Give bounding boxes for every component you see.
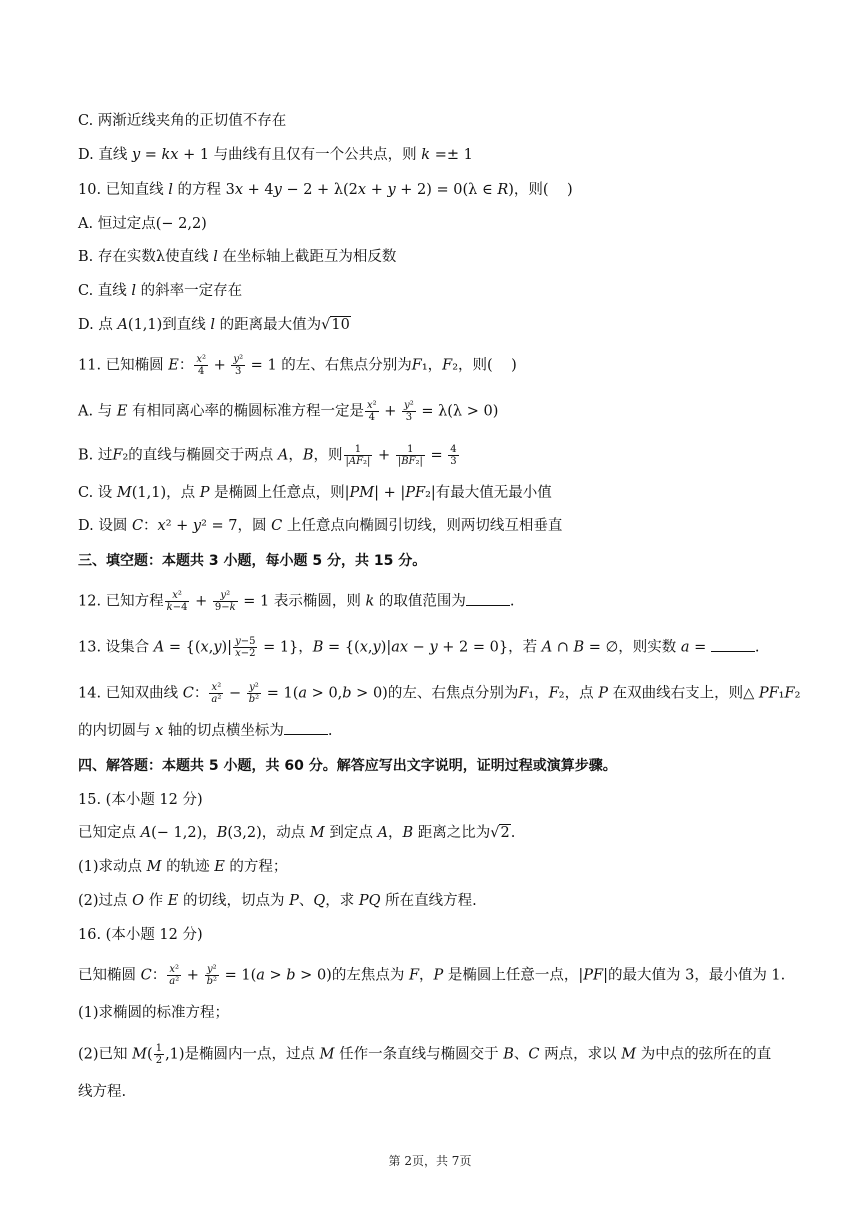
question-16-part2-cont: 线方程.	[78, 1084, 127, 1100]
question-15-part2: (2)过点 O 作 E 的切线，切点为 P、Q，求 PQ 所在直线方程.	[78, 893, 477, 909]
question-16-part1: (1)求椭圆的标准方程；	[78, 1005, 230, 1021]
option-9d: D. 直线 y = kx + 1 与曲线有且仅有一个公共点，则 k =± 1	[78, 147, 473, 163]
option-10b: B. 存在实数λ使直线 l 在坐标轴上截距互为相反数	[78, 249, 397, 265]
question-14-cont: 的内切圆与 x 轴的切点横坐标为 .	[78, 720, 798, 741]
option-11d: D. 设圆 C：x² + y² = 7，圆 C 上任意点向椭圆引切线，则两切线互相垂直	[78, 518, 563, 534]
question-11: 11. 已知椭圆 E： $\frac{\text{x²}}{4}$ + $\frac{\text{y²}}{3}$ = 1 的左、右焦点分别为F₁，F₂，则( )	[78, 354, 517, 377]
question-15-part1: (1)求动点 M 的轨迹 E 的方程；	[78, 859, 288, 875]
page-footer: 第 2页，共 7页	[388, 1154, 472, 1168]
option-10a: A. 恒过定点(− 2,2)	[78, 216, 207, 232]
question-13: 13. 设集合 A = {(x,y)| $\frac{y-5}{x-2}$ = 1}，B = {(x,y)|ax − y + 2 = 0}，若 A ∩ B = ∅，则实数 a = .	[78, 636, 760, 659]
question-12: 12. 已知方程 $\frac{\text{x²}}{k-4}$ + $\frac{\text{y²}}{9-k}$ = 1 表示椭圆，则 k 的取值范围为 .	[78, 590, 515, 613]
option-10c: C. 直线 l 的斜率一定存在	[78, 283, 243, 299]
question-16-stem: 已知椭圆 C： $\frac{\text{x²}}{\text{a²}}$ + $\frac{\text{y²}}{\text{b²}}$ = 1(a > b > 0)的左焦点为 F，P 是椭圆上任意一点，|PF|的最大值为 3，最小值为 1.	[78, 964, 786, 987]
option-11b: B. 过F₂的直线与椭圆交于两点 A，B，则 $\frac{1}{\text{|AF₂|}}$ + $\frac{1}{\text{|BF₂|}}$ = $\frac{4}{3}$	[78, 444, 457, 467]
question-15-stem: 已知定点 A(− 1,2)，B(3,2)，动点 M 到定点 A，B 距离之比为√2.	[78, 825, 516, 841]
section-fill-in-title: 三、填空题：本题共 3 小题，每小题 5 分，共 15 分。	[78, 553, 427, 569]
question-15-header: 15. (本小题 12 分)	[78, 792, 203, 808]
option-10d: D. 点 A(1,1)到直线 l 的距离最大值为√10	[78, 317, 350, 333]
question-16-header: 16. (本小题 12 分)	[78, 927, 203, 943]
question-16-part2: (2)已知 M( $\frac{1}{2}$ ,1)是椭圆内一点，过点 M 任作一条直线与椭圆交于 B、C 两点，求以 M 为中点的弦所在的直	[78, 1043, 772, 1066]
option-9c: C. 两渐近线夹角的正切值不存在	[78, 113, 287, 129]
option-11a: A. 与 E 有相同离心率的椭圆标准方程一定是 $\frac{\text{x²}}{4}$ + $\frac{\text{y²}}{3}$ = λ(λ > 0)	[78, 400, 499, 423]
question-10: 10. 已知直线 l 的方程 3x + 4y − 2 + λ(2x + y + 2) = 0(λ ∈ R)，则( )	[78, 182, 573, 198]
option-11c: C. 设 M(1,1)，点 P 是椭圆上任意点，则|PM| + |PF₂|有最大值无最小值	[78, 485, 552, 501]
question-14: 14. 已知双曲线 C： $\frac{\text{x²}}{\text{a²}}$ − $\frac{\text{y²}}{\text{b²}}$ = 1(a > 0,b > 0)的左、右焦点分别为F₁，F₂，点 P 在双曲线右支上，则△ PF₁F₂	[78, 682, 801, 705]
section-solve-title: 四、解答题：本题共 5 小题，共 60 分。解答应写出文字说明，证明过程或演算步骤。	[78, 758, 617, 774]
